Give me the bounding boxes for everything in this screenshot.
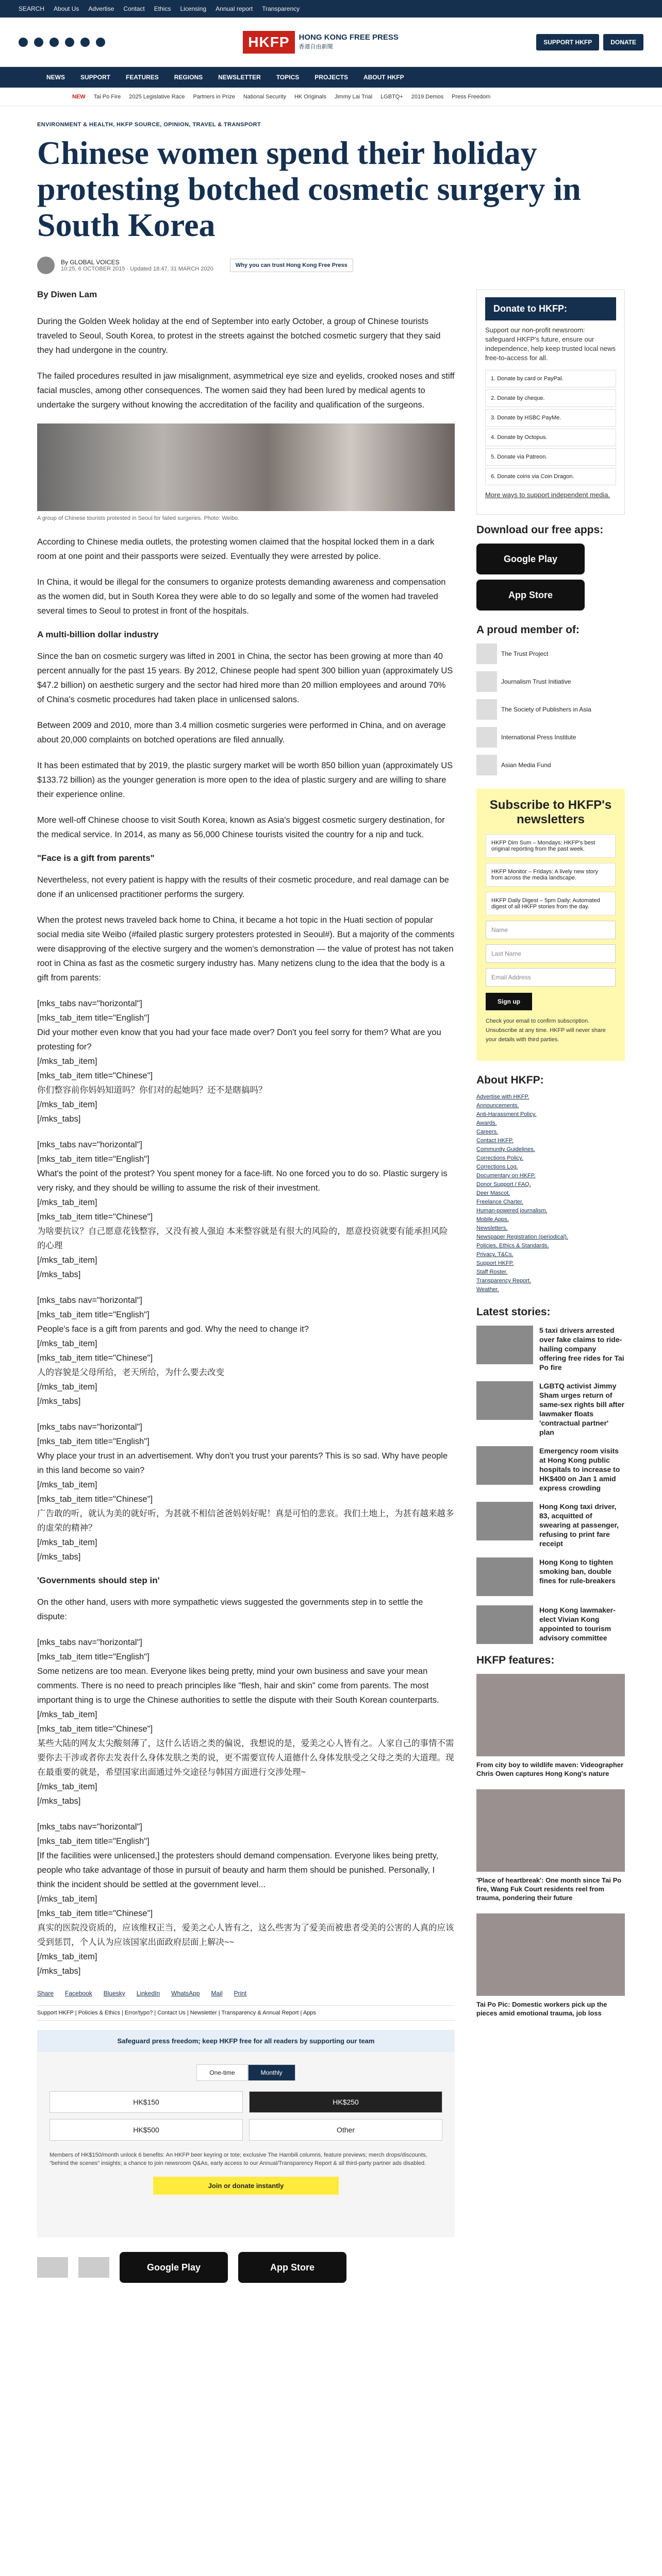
newsletter-option[interactable]: HKFP Daily Digest – 5pm Daily: Automated digest of all HKFP stories from the day. <box>486 892 616 916</box>
story-thumbnail <box>476 1557 533 1596</box>
nav-news[interactable]: NEWS <box>46 74 65 81</box>
about-heading: About HKFP: <box>476 1074 544 1086</box>
share-bar <box>37 1990 455 1997</box>
quote-block: [mks_tabs nav="horizontal"] [mks_tab_item title="English"] Did your mother even know that you had your face made over? Don't you feel sorry for them? What are you protesting for? [/mks_tab_item] [mks_tab_item title="Chinese"] 你们整容前你妈妈知道吗？你们对的起她吗？还不是瞎搞吗？ [/mks_tab_item] [/mks_tabs] <box>37 999 441 1124</box>
paragraph: In China, it would be illegal for the consumers to organize protests demanding awareness and compensation as the women did, but in South Korea they were able to do so legally and some of the women had traveled several times to Seoul to protest in front of the hospitals. <box>37 578 446 616</box>
donate-widget: Donate to HKFP: Support our non-profit newsroom: safeguard HKFP's future, ensure our independence, help keep trusted local news free-to-access for all. 1. Donate by card or PayPal. 2. Donate by cheque. 3. Donate by HSBC PayMe. 4. Donate by Octopus. 5. Donate via Patreon. 6. Donate coins via Coin Dragon. More ways to support independent media. <box>476 290 625 515</box>
nav-topics[interactable]: TOPICS <box>276 74 300 81</box>
quote-block: [mks_tabs nav="horizontal"] [mks_tab_item title="English"] Why place your trust in an advertisement. Why don't you trust your parents? This is so sad. Why have people in this land become so vain? [/mks_tab_item] [mks_tab_item title="Chinese"] 广告敢的听，就认为美的就好听，为甚就不相信爸爸妈妈好呢！真是可怕的悲哀。我们土地上，为甚有越来越多的虚荣的精神？ [/mks_tab_item] [/mks_tabs] <box>37 1422 454 1562</box>
amount-option[interactable]: HK$500 <box>49 2119 243 2141</box>
section-heading: 'Governments should step in' <box>37 1575 160 1585</box>
more-ways-link[interactable]: More ways to support independent media. <box>485 491 610 499</box>
quote-block: [mks_tabs nav="horizontal"] [mks_tab_item title="English"] [If the facilities were unlicensed,] the protesters should demand compensation. Everyone likes being pretty, people who take advantage of those in pursuit of beauty and harm them should be punished. Personally, I think the incident should be settled at the government level... [/mks_tab_item] [mks_tab_item title="Chinese"] 真实的医院没资质的，应该维权正当，爱美之心人皆有之，这么些害为了爱美而被患者受美的公害的人真的应该受到惩罚，个人认为应该国家出面政府层面上解决~~ [/mks_tab_item] [/mks_tabs] <box>37 1822 454 1976</box>
about-link[interactable]: Contact HKFP. <box>476 1138 514 1144</box>
about-link[interactable]: Awards. <box>476 1120 497 1126</box>
paragraph: More well-off Chinese choose to visit South Korea, known as Asia's biggest cosmetic surgery destination, for the medical service. In 2014, as many as 56,000 Chinese tourists visited the country for a nip and tuck. <box>37 816 445 839</box>
trust-project-icon <box>476 643 497 664</box>
article-title: Chinese women spend their holiday protesting botched cosmetic surgery in South Korea <box>37 134 581 243</box>
feature-image <box>476 1674 625 1756</box>
article-dates: 10:25, 6 OCTOBER 2015 · Updated 18:47, 31 MARCH 2020 <box>61 266 213 272</box>
amf-icon <box>476 755 497 775</box>
quote-block: [mks_tabs nav="horizontal"] [mks_tab_item title="English"] People's face is a gift from parents and god. Why the need to change it? [/mks_tab_item] [mks_tab_item title="Chinese"] 人的容貌是父母所给，老天所给，为什么要去改变 [/mks_tab_item] [/mks_tabs] <box>37 1296 309 1406</box>
monthly-toggle[interactable]: Monthly <box>248 2064 295 2081</box>
share-facebook[interactable]: Facebook <box>65 1990 92 1997</box>
nav-features[interactable]: FEATURES <box>126 74 159 81</box>
about-link[interactable]: Documentary on HKFP. <box>476 1173 536 1179</box>
about-link[interactable]: Human-powered journalism. <box>476 1208 548 1214</box>
feature-story[interactable]: Tai Po Pic: Domestic workers pick up the pieces amid emotional trauma, job loss <box>476 1913 625 2018</box>
facebook-icon[interactable] <box>19 38 28 47</box>
donate-option[interactable]: 6. Donate coins via Coin Dragon. <box>485 468 616 485</box>
byline-author[interactable]: By GLOBAL VOICES <box>61 259 120 266</box>
google-play-badge[interactable]: Google Play <box>120 2252 228 2283</box>
jti-icon <box>476 671 497 692</box>
hot-topic[interactable]: HK Originals <box>294 93 326 100</box>
share-bluesky[interactable]: Bluesky <box>103 1990 125 1997</box>
about-link[interactable]: Weather. <box>476 1286 499 1293</box>
story-thumbnail <box>476 1605 533 1644</box>
nav-projects[interactable]: PROJECTS <box>315 74 348 81</box>
newsletter-option[interactable]: HKFP Monitor – Fridays: A lively new story from across the media landscape. <box>486 863 616 887</box>
donation-box <box>37 2052 455 2238</box>
share-label: Share <box>37 1990 54 1997</box>
sopa-icon <box>476 699 497 720</box>
telegram-icon[interactable] <box>96 38 105 47</box>
article-body <box>37 290 455 2283</box>
hot-topic[interactable]: LGBTQ+ <box>380 93 403 100</box>
about-link[interactable]: Corrections Policy. <box>476 1155 523 1161</box>
share-whatsapp[interactable]: WhatsApp <box>171 1990 200 1997</box>
donate-option[interactable]: 3. Donate by HSBC PayMe. <box>485 409 616 427</box>
why-trust-button[interactable]: Why you can trust Hong Kong Free Press <box>230 259 353 272</box>
hot-topic[interactable]: 2025 Legislative Race <box>129 93 185 100</box>
safeguard-banner[interactable]: Safeguard press freedom; keep HKFP free for all readers by supporting our team <box>37 2030 455 2052</box>
story-thumbnail <box>476 1381 533 1420</box>
donate-button[interactable]: DONATE <box>603 34 643 50</box>
top-link-advertise[interactable]: Advertise <box>88 5 114 12</box>
email-input[interactable]: Email Address <box>486 968 616 987</box>
about-link[interactable]: Careers. <box>476 1129 499 1135</box>
author-avatar <box>37 257 55 274</box>
about-link[interactable]: Deer Mascot. <box>476 1190 510 1196</box>
about-link[interactable]: Corrections Log. <box>476 1164 518 1170</box>
paragraph: Nevertheless, not every patient is happy with the results of their cosmetic procedure, and real damage can be done if an unlicensed practitioner performs the surgery. <box>37 875 449 899</box>
latest-heading: Latest stories: <box>476 1306 551 1318</box>
join-donate-button[interactable]: Join or donate instantly <box>153 2177 339 2195</box>
hot-topic[interactable]: Press Freedom <box>452 93 491 100</box>
name-input[interactable]: Name <box>486 921 616 939</box>
app-store-badge[interactable]: App Store <box>238 2252 346 2283</box>
about-link[interactable]: Support HKFP. <box>476 1260 514 1266</box>
byline <box>37 257 625 274</box>
social-links <box>19 38 105 47</box>
about-link[interactable]: Newsletters. <box>476 1225 508 1231</box>
proud-heading: A proud member of: <box>476 624 580 636</box>
newsletter-widget: Subscribe to HKFP's newsletters HKFP Dim Sum – Mondays: HKFP's best original reporting from the past week. HKFP Monitor – Fridays: A lively new story from across the media landscape. HKFP Daily Digest – 5pm Daily: Automated digest of all HKFP stories from the day. Name Last Name Email Address Sign up Check your email to confirm subscription. Unsubscribe at any time. HKFP will never share your details with third parties. <box>476 789 625 1061</box>
hot-topics-bar: NEW Tai Po Fire 2025 Legislative Race Partners in Prize National Security HK Originals Jimmy Lai Trial LGBTQ+ 2019 Demos Press Freedom <box>0 88 662 106</box>
feature-story[interactable]: 'Place of heartbreak': One month since Tai Po fire, Wang Fuk Court residents reel from trauma, pondering their future <box>476 1789 625 1902</box>
feature-image <box>476 1789 625 1872</box>
hot-topic[interactable]: National Security <box>243 93 286 100</box>
members-benefits: Members of HK$150/month unlock 6 benefits: An HKFP beer keyring or tote; exclusive The Hambili columns, feature previews; merch drops/discounts, "behind the scenes" insights; a chance to join newsroom Q&As, early access to our Annual/Transparency Report & all third-party partner ads disabled. <box>49 2152 427 2166</box>
member-logo[interactable]: International Press Institute <box>476 727 625 748</box>
linkedin-icon[interactable] <box>80 38 90 47</box>
newsletter-option[interactable]: HKFP Dim Sum – Mondays: HKFP's best original reporting from the past week. <box>486 834 616 858</box>
paragraph: Since the ban on cosmetic surgery was lifted in 2001 in China, the sector has been growing at more than 40 percent annually for the past 15 years. By 2012, Chinese people had spent 300 billion yuan (approximately US $47.2 billion) on aesthetic surgery and the sector had hired more than 20 million employees and around 70% of China's cosmetic procedures had taken place in unlicensed salons. <box>37 652 453 704</box>
feature-stories <box>476 1674 625 2018</box>
protest-photo <box>37 423 455 511</box>
support-hkfp-button[interactable]: SUPPORT HKFP <box>536 34 599 50</box>
donate-option[interactable]: 1. Donate by card or PayPal. <box>485 370 616 387</box>
hot-topic[interactable]: Tai Po Fire <box>93 93 121 100</box>
member-logo[interactable]: The Society of Publishers in Asia <box>476 699 625 720</box>
top-link-transparency[interactable]: Transparency <box>262 5 300 12</box>
about-links <box>476 1094 625 1293</box>
one-time-toggle[interactable]: One-time <box>196 2064 247 2081</box>
sidebar <box>476 290 625 2283</box>
latest-stories <box>476 1326 625 1644</box>
latest-story[interactable]: Emergency room visits at Hong Kong public hospitals to increase to HK$400 on Jan 1 amid express crowding <box>476 1446 625 1493</box>
top-link-contact[interactable]: Contact <box>123 5 145 12</box>
share-mail[interactable]: Mail <box>211 1990 223 1997</box>
latest-story[interactable]: Hong Kong taxi driver, 83, acquitted of swearing at passenger, refusing to print fare receipt <box>476 1502 625 1548</box>
article-categories[interactable]: ENVIRONMENT & HEALTH, HKFP SOURCE, OPINION, TRAVEL & TRANSPORT <box>37 122 261 128</box>
photo-caption: A group of Chinese tourists protested in Seoul for failed surgeries. Photo: Weibo. <box>37 515 240 521</box>
paragraph: On the other hand, users with more sympathetic views suggested the governments step in to settle the dispute: <box>37 1598 423 1621</box>
quote-block: [mks_tabs nav="horizontal"] [mks_tab_item title="English"] Some netizens are too mean. Everyone likes being pretty, mind your own business and save your mean comments. There is no need to preach principles like "flesh, hair and skin" come from parents. The most important thing is to urge the Chinese authorities to settle the dispute with their South Korean counterparts. [/mks_tab_item] [mks_tab_item title="Chinese"] 某些大陆的网友太尖酸刻薄了，这什么话语之类的偏说，我想说的是，爱美之心人皆有之。人家自己的事情不需要你去干涉或者你去发表什么身体发肤之类的说，更不需要宣传人道德什么身体发肤受之父母之类的大道理。现在最重要的就是，希望国家出面通过外交途径与韩国方面进行交涉处理~ [/mks_tab_item] [/mks_tabs] <box>37 1638 454 1806</box>
amount-option[interactable]: HK$150 <box>49 2091 243 2113</box>
last-name-input[interactable]: Last Name <box>486 944 616 963</box>
article-author: By Diwen Lam <box>37 290 97 299</box>
story-thumbnail <box>476 1502 533 1540</box>
latest-story[interactable]: Hong Kong lawmaker-elect Vivian Kong appointed to tourism advisory committee <box>476 1605 625 1644</box>
google-play-badge[interactable]: Google Play <box>476 544 585 574</box>
app-store-badge[interactable]: App Store <box>476 580 585 611</box>
apps-heading: Download our free apps: <box>476 524 604 536</box>
footer-badges <box>37 2252 455 2283</box>
share-linkedin[interactable]: LinkedIn <box>136 1990 160 1997</box>
story-thumbnail <box>476 1326 533 1364</box>
paragraph: During the Golden Week holiday at the end of September into early October, a group of Chinese tourists traveled to Seoul, South Korea, to protest in the streets against the botched cosmetic surgery that they said they had undergone in the country. <box>37 317 441 355</box>
about-link[interactable]: Freelance Charter. <box>476 1199 524 1205</box>
about-link[interactable]: Announcements. <box>476 1103 519 1109</box>
amount-option[interactable]: HK$250 <box>249 2091 442 2113</box>
feature-image <box>476 1913 625 1996</box>
story-thumbnail <box>476 1446 533 1485</box>
feature-story[interactable]: From city boy to wildlife maven: Videographer Chris Owen captures Hong Kong's nature <box>476 1674 625 1778</box>
hot-topic[interactable]: 2019 Demos <box>411 93 444 100</box>
nav-support[interactable]: SUPPORT <box>80 74 111 81</box>
about-link[interactable]: Advertise with HKFP. <box>476 1094 529 1100</box>
latest-story[interactable]: 5 taxi drivers arrested over fake claims to ride-hailing company offering free rides for Tai Po fire <box>476 1326 625 1372</box>
main-nav <box>0 67 662 88</box>
about-link[interactable]: Privacy, T&Cs. <box>476 1251 514 1258</box>
share-print[interactable]: Print <box>234 1990 247 1997</box>
section-heading: "Face is a gift from parents" <box>37 853 155 863</box>
hot-topic[interactable]: Jimmy Lai Trial <box>334 93 373 100</box>
jti-logo <box>78 2257 109 2278</box>
member-logo[interactable]: The Trust Project <box>476 643 625 664</box>
nav-regions[interactable]: REGIONS <box>174 74 203 81</box>
about-link[interactable]: Mobile Apps. <box>476 1216 509 1223</box>
sign-up-button[interactable]: Sign up <box>486 993 532 1010</box>
member-logo[interactable]: Journalism Trust Initiative <box>476 671 625 692</box>
hot-topic[interactable]: Partners in Prize <box>193 93 235 100</box>
instagram-icon[interactable] <box>49 38 59 47</box>
latest-story[interactable]: LGBTQ activist Jimmy Sham urges return of same-sex rights bill after lawmaker floats 'contractual partner' plan <box>476 1381 625 1437</box>
nav-newsletter[interactable]: NEWSLETTER <box>218 74 261 81</box>
paragraph: It has been estimated that by 2019, the plastic surgery market will be worth 850 billion yuan (approximately US $133.72 billion) as the younger generation is more open to the idea of plastic surgery and are willing to share their experience online. <box>37 761 453 799</box>
quote-block: [mks_tabs nav="horizontal"] [mks_tab_item title="English"] What's the point of the protest? You spent money for a face-lift. No one forced you to do so. Plastic surgery is very risky, and they should be willing to assume the risk of their investment. [/mks_tab_item] [mks_tab_item title="Chinese"] 为啥要抗议？自己愿意花钱整容，又没有被人强迫 本来整容就是有很大的风险的，愿意投资就要有能承担风险的心理 [/mks_tab_item] [/mks_tabs] <box>37 1140 448 1279</box>
donate-option[interactable]: 2. Donate by cheque. <box>485 389 616 407</box>
about-link[interactable]: Staff Roster. <box>476 1269 508 1275</box>
about-link[interactable]: Anti-Harassment Policy. <box>476 1111 537 1117</box>
about-link[interactable]: Donor Support / FAQ. <box>476 1181 531 1188</box>
member-logo[interactable]: Asian Media Fund <box>476 755 625 775</box>
top-link-annual[interactable]: Annual report <box>216 5 253 12</box>
top-link-licensing[interactable]: Licensing <box>180 5 207 12</box>
top-link-about[interactable]: About Us <box>54 5 79 12</box>
about-link[interactable]: Policies, Ethics & Standards. <box>476 1243 549 1249</box>
paragraph: According to Chinese media outlets, the protesting women claimed that the hospital locked them in a dark room at one point and their passports were seized. Eventually they were arrested by police. <box>37 537 435 561</box>
paragraph: The failed procedures resulted in jaw misalignment, asymmetrical eye size and eyelids, crooked noses and stiff facial muscles, among other consequences. The women said they had been lured by medical agents to undertake the surgery without knowing the accreditation of the facility and qualification of the surgeons. <box>37 371 455 410</box>
top-bar <box>0 0 662 18</box>
nav-about[interactable]: ABOUT HKFP <box>363 74 404 81</box>
section-heading: A multi-billion dollar industry <box>37 630 159 639</box>
about-link[interactable]: Transparency Report. <box>476 1278 531 1284</box>
about-link[interactable]: Newspaper Registration (periodical). <box>476 1234 568 1240</box>
donate-option[interactable]: 5. Donate via Patreon. <box>485 448 616 466</box>
ipi-icon <box>476 727 497 748</box>
youtube-icon[interactable] <box>65 38 74 47</box>
amount-option[interactable]: Other <box>249 2119 442 2141</box>
about-link[interactable]: Community Guidelines. <box>476 1146 535 1153</box>
site-logo[interactable]: HKFP HONG KONG FREE PRESS 香港自由新聞 <box>243 31 399 54</box>
x-icon[interactable] <box>34 38 43 47</box>
paragraph: Between 2009 and 2010, more than 3.4 million cosmetic surgeries were performed in China, and on average about 20,000 complaints on botched operations are filed annually. <box>37 721 446 744</box>
brand-bar <box>0 18 662 67</box>
features-heading: HKFP features: <box>476 1654 555 1666</box>
support-links[interactable]: Support HKFP | Policies & Ethics | Error/typo? | Contact Us | Newsletter | Transparency & Annual Report | Apps <box>37 2005 455 2021</box>
top-link-search[interactable]: SEARCH <box>19 5 45 12</box>
trust-project-logo <box>37 2257 68 2278</box>
paragraph: When the protest news traveled back home to China, it became a hot topic in the Huati section of popular social media site Weibo (#failed plastic surgery protesters protested in Seoul#). But a majority of the comments were disapproving of the elective surgery and the women's demonstration — the value of protest has not taken root in China as fast as the cosmetic surgery industry has. Many netizens clung to the idea that the body is a gift from parents: <box>37 916 455 982</box>
latest-story[interactable]: Hong Kong to tighten smoking ban, double fines for rule-breakers <box>476 1557 625 1596</box>
donate-option[interactable]: 4. Donate by Octopus. <box>485 429 616 446</box>
top-link-ethics[interactable]: Ethics <box>154 5 171 12</box>
